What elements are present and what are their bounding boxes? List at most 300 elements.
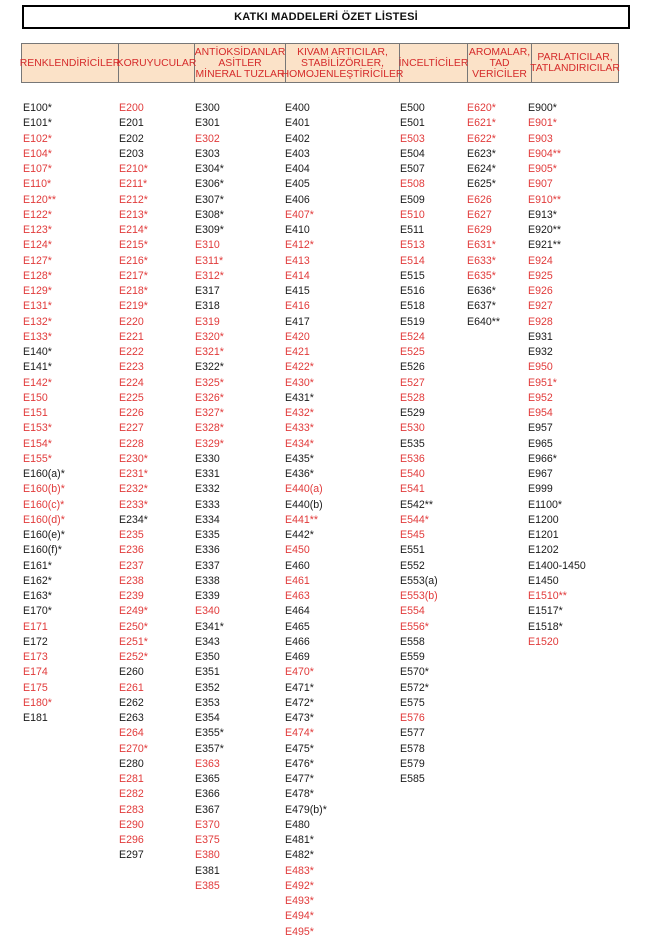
additive-code: E336 <box>195 544 220 557</box>
additive-code: E234* <box>119 513 148 526</box>
additive-code: E627 <box>467 208 492 221</box>
additive-code: E421 <box>285 346 310 358</box>
header-flavors <box>468 44 532 82</box>
additive-code: E262 <box>119 696 144 709</box>
additive-code: E554 <box>400 605 425 618</box>
additive-code: E492* <box>285 879 314 892</box>
additive-code: E551 <box>400 544 425 557</box>
additive-code: E307* <box>195 193 224 206</box>
additive-code: E927 <box>528 300 553 313</box>
header-thickeners <box>281 44 404 82</box>
additive-code: E625* <box>467 178 496 191</box>
additive-code: E504 <box>400 147 425 160</box>
additive-code: E640** <box>467 315 500 328</box>
additive-code: E235 <box>119 529 144 541</box>
additive-code: E280 <box>119 757 144 770</box>
additive-code: E519 <box>400 315 425 328</box>
additive-code: E415 <box>285 285 310 297</box>
additive-code: E249* <box>119 605 148 618</box>
additive-code: E131* <box>23 300 52 313</box>
additive-code: E319 <box>195 315 220 328</box>
additive-code: E312* <box>195 269 224 282</box>
additive-code: E478* <box>285 788 314 801</box>
additive-code: E282 <box>119 788 144 801</box>
additive-code: E511 <box>400 224 424 236</box>
additive-code: E153* <box>23 422 52 435</box>
column-thinners <box>400 101 438 787</box>
additive-code: E252* <box>119 651 148 663</box>
additive-code: E329* <box>195 437 224 450</box>
additive-code: E351 <box>195 666 220 679</box>
additive-code: E290 <box>119 818 144 831</box>
additive-code: E172 <box>23 635 48 648</box>
additive-code: E510 <box>400 208 425 221</box>
header-thinners-text <box>399 58 469 69</box>
additive-code: E343 <box>195 635 220 648</box>
additive-code: E318 <box>195 300 220 313</box>
additive-code: E337 <box>195 559 220 572</box>
additive-code: E436* <box>285 468 314 480</box>
additive-code: E237 <box>119 559 144 572</box>
additive-code: E227 <box>119 422 144 435</box>
column-flavors <box>467 101 500 330</box>
header-line: AROMALAR, <box>468 46 531 58</box>
additive-code: E214* <box>119 224 148 236</box>
additive-code: E629 <box>467 224 492 236</box>
additive-code: E926 <box>528 285 553 297</box>
additive-code: E433* <box>285 422 314 435</box>
category-header-row <box>21 43 619 83</box>
additive-code: E322* <box>195 361 224 374</box>
additive-code: E514 <box>400 254 425 267</box>
additive-code: E575 <box>400 696 425 709</box>
additive-code: E440(b) <box>285 498 323 511</box>
additive-code: E122* <box>23 208 52 221</box>
additive-code: E128* <box>23 269 52 282</box>
header-line: STABİLİZÖRLER, <box>301 57 384 69</box>
additive-code: E101* <box>23 117 52 130</box>
additive-code: E524 <box>400 330 425 343</box>
additive-code: E463 <box>285 590 310 602</box>
additive-code: E541 <box>400 483 425 496</box>
additive-code: E218* <box>119 285 148 297</box>
document-title <box>22 5 630 29</box>
additive-code: E238 <box>119 574 144 587</box>
additive-code: E481* <box>285 834 314 846</box>
additive-code: E202 <box>119 132 144 145</box>
additive-code: E200 <box>119 102 144 114</box>
additive-code: E225 <box>119 391 144 404</box>
additive-code: E967 <box>528 468 553 480</box>
additive-code: E211* <box>119 178 148 191</box>
additive-code: E110* <box>23 178 52 191</box>
additive-code: E999 <box>528 483 553 496</box>
additive-code: E556* <box>400 620 429 633</box>
header-line: ASİTLER <box>218 57 262 69</box>
additive-code: E100* <box>23 102 52 114</box>
additive-code: E1517* <box>528 605 563 618</box>
additive-code: E127* <box>23 254 52 267</box>
additive-code: E230* <box>119 452 148 465</box>
additive-code: E220 <box>119 315 144 328</box>
additive-code: E417 <box>285 315 310 328</box>
additive-code: E236 <box>119 544 144 557</box>
additive-code: E210* <box>119 163 148 175</box>
additive-code: E306* <box>195 178 224 191</box>
header-glazing-sweeteners <box>532 44 618 82</box>
additive-code: E910** <box>528 193 561 206</box>
additive-code: E542** <box>400 498 433 511</box>
column-colorants <box>23 101 65 726</box>
header-glazing-sweeteners-text <box>530 52 620 74</box>
additive-code: E952 <box>528 391 553 404</box>
additive-code: E327* <box>195 407 224 419</box>
header-line: MİNERAL TUZLAR <box>195 68 285 80</box>
additive-code: E132* <box>23 315 52 328</box>
additive-code: E223 <box>119 361 144 374</box>
additive-code: E516 <box>400 285 425 297</box>
additive-code: E434* <box>285 437 314 450</box>
additive-code: E1450 <box>528 574 559 587</box>
additive-code: E217* <box>119 269 148 282</box>
additive-code: E404 <box>285 163 310 175</box>
additive-code: E578 <box>400 742 425 755</box>
additive-code: E1100* <box>528 498 562 511</box>
additive-code: E507 <box>400 163 425 175</box>
additive-code: E905* <box>528 163 557 175</box>
additive-code: E576 <box>400 712 425 724</box>
additive-code: E402 <box>285 132 310 145</box>
additive-code: E363 <box>195 757 220 770</box>
additive-code: E102* <box>23 132 52 145</box>
additive-code: E250* <box>119 620 148 633</box>
additive-code: E545 <box>400 529 425 541</box>
additive-code: E216* <box>119 254 148 267</box>
additive-code: E913* <box>528 208 557 221</box>
additive-code: E635* <box>467 269 496 282</box>
header-line: İNCELTİCİLER <box>398 57 469 69</box>
additive-code: E352 <box>195 681 220 694</box>
additive-code: E175 <box>23 681 48 694</box>
header-thickeners-text <box>282 47 404 80</box>
additive-code: E309* <box>195 224 224 236</box>
additive-code: E473* <box>285 712 314 724</box>
additive-code: E104* <box>23 147 52 160</box>
additive-code: E483* <box>285 864 314 877</box>
additive-code: E931 <box>528 330 553 343</box>
additive-code: E129* <box>23 285 52 297</box>
additive-code: E416 <box>285 300 310 313</box>
additive-code: E1200 <box>528 513 559 526</box>
additive-code: E160(f)* <box>23 544 62 557</box>
additive-code: E353 <box>195 696 220 709</box>
additive-code: E526 <box>400 361 425 374</box>
additive-code: E527 <box>400 376 425 389</box>
additive-code: E251* <box>119 635 148 648</box>
additive-code: E572* <box>400 681 429 694</box>
additive-code: E142* <box>23 376 52 389</box>
additive-code: E406 <box>285 193 310 206</box>
additive-code: E180* <box>23 696 52 709</box>
additive-code: E465 <box>285 620 310 633</box>
title-text: KATKI MADDELERİ ÖZET LİSTESİ <box>234 11 418 23</box>
additive-code: E141* <box>23 361 52 374</box>
additive-code: E432* <box>285 407 314 419</box>
additive-code: E407* <box>285 208 314 221</box>
header-colorants-text <box>20 58 120 69</box>
additive-code: E232* <box>119 483 148 496</box>
additive-code: E231* <box>119 468 148 480</box>
additive-code: E333 <box>195 498 220 511</box>
additive-code: E636* <box>467 285 496 297</box>
additive-code: E260 <box>119 666 144 679</box>
additive-code: E494* <box>285 910 314 923</box>
additive-code: E1201 <box>528 529 559 541</box>
additive-code: E140* <box>23 346 52 358</box>
additive-code: E904** <box>528 147 561 160</box>
additive-code: E120** <box>23 193 56 206</box>
additive-code: E535 <box>400 437 425 450</box>
additive-code: E332 <box>195 483 220 496</box>
additive-code: E228 <box>119 437 144 450</box>
additive-code: E509 <box>400 193 425 206</box>
additive-code: E400 <box>285 102 310 114</box>
additive-code: E464 <box>285 605 310 618</box>
additive-code: E213* <box>119 208 148 221</box>
additive-code: E403 <box>285 147 310 160</box>
additive-code: E219* <box>119 300 148 313</box>
additive-code: E472* <box>285 696 314 709</box>
additive-code: E239 <box>119 590 144 602</box>
additive-code: E513 <box>400 239 425 252</box>
additive-code: E518 <box>400 300 425 313</box>
header-flavors-text <box>469 47 530 80</box>
header-line: TAD <box>489 57 510 69</box>
header-line: VERİCİLER <box>472 68 527 80</box>
additive-code: E621* <box>467 117 496 130</box>
header-line: PARLATICILAR, <box>537 52 613 63</box>
additive-code: E474* <box>285 727 314 740</box>
additive-code: E553(b) <box>400 590 438 602</box>
additive-code: E471* <box>285 681 314 694</box>
additive-code: E480 <box>285 818 310 831</box>
additive-code: E124* <box>23 239 52 252</box>
additive-code: E536 <box>400 452 425 465</box>
additive-code: E160(d)* <box>23 513 65 526</box>
additive-code: E570* <box>400 666 429 679</box>
additive-code: E924 <box>528 254 553 267</box>
header-line: KIVAM ARTICILAR, <box>297 46 388 58</box>
additive-code: E951* <box>528 376 557 389</box>
additive-code: E558 <box>400 635 425 648</box>
additive-code: E920** <box>528 224 561 236</box>
additive-code: E585 <box>400 773 425 785</box>
additive-code: E525 <box>400 346 425 358</box>
additive-code: E296 <box>119 834 144 846</box>
header-line: KORUYUCULAR <box>116 57 197 69</box>
additive-code: E123* <box>23 224 52 236</box>
additive-code: E500 <box>400 102 425 114</box>
additive-code: E270* <box>119 742 148 755</box>
additive-code: E341* <box>195 620 224 633</box>
additive-code: E261 <box>119 681 144 694</box>
additive-code: E160(a)* <box>23 468 65 480</box>
additive-code: E173 <box>23 651 48 663</box>
additive-code: E579 <box>400 757 425 770</box>
additive-code: E264 <box>119 727 144 740</box>
additive-code: E503 <box>400 132 425 145</box>
additive-code: E340 <box>195 605 220 618</box>
header-line: ANTİOKSİDANLAR <box>194 46 286 58</box>
additive-code: E331 <box>195 468 220 480</box>
additive-code: E903 <box>528 132 553 145</box>
header-antioxidants <box>195 44 286 82</box>
additive-code: E334 <box>195 513 220 526</box>
additive-code: E150 <box>23 391 48 404</box>
additive-code: E226 <box>119 407 144 419</box>
additive-code: E308* <box>195 208 224 221</box>
additive-code: E154* <box>23 437 52 450</box>
additive-code: E460 <box>285 559 310 572</box>
additive-code: E410 <box>285 224 310 236</box>
header-line: HOMOJENLEŞTİRİCİLER <box>281 68 404 80</box>
additive-code: E321* <box>195 346 224 358</box>
header-preservatives <box>116 44 197 82</box>
additive-code: E431* <box>285 391 314 404</box>
additive-code: E338 <box>195 574 220 587</box>
additive-code: E626 <box>467 193 492 206</box>
additive-code: E530 <box>400 422 425 435</box>
additive-code: E469 <box>285 651 310 663</box>
additive-code: E224 <box>119 376 144 389</box>
additive-code: E320* <box>195 330 224 343</box>
additive-code: E479(b)* <box>285 803 327 816</box>
additive-code: E928 <box>528 315 553 328</box>
additive-code: E375 <box>195 834 220 846</box>
additive-code: E476* <box>285 757 314 770</box>
additive-code: E281 <box>119 773 144 785</box>
additive-code: E366 <box>195 788 220 801</box>
additive-code: E477* <box>285 773 314 785</box>
additive-code: E163* <box>23 590 52 602</box>
additive-code: E966* <box>528 452 557 465</box>
additive-code: E422* <box>285 361 314 374</box>
additive-code: E170* <box>23 605 52 618</box>
additive-code: E482* <box>285 849 314 862</box>
additive-code: E508 <box>400 178 425 191</box>
additive-code: E577 <box>400 727 425 740</box>
additive-code: E440(a) <box>285 483 323 496</box>
additive-code: E221 <box>119 330 144 343</box>
additive-code: E921** <box>528 239 561 252</box>
column-antioxidants <box>195 101 224 894</box>
additive-code: E335 <box>195 529 220 541</box>
additive-code: E1400-1450 <box>528 559 586 572</box>
additive-code: E155* <box>23 452 52 465</box>
additive-code: E160(b)* <box>23 483 65 496</box>
additive-code: E133* <box>23 330 52 343</box>
column-preservatives <box>119 101 148 864</box>
additive-code: E107* <box>23 163 52 175</box>
additive-code: E631* <box>467 239 496 252</box>
additive-code: E461 <box>285 574 310 587</box>
additive-code: E907 <box>528 178 553 191</box>
additive-code: E401 <box>285 117 310 130</box>
additive-code: E435* <box>285 452 314 465</box>
additive-code: E552 <box>400 559 425 572</box>
column-thickeners <box>285 101 327 940</box>
additive-code: E365 <box>195 773 220 785</box>
additive-code: E493* <box>285 895 314 907</box>
header-line: RENKLENDİRİCİLER <box>19 57 121 69</box>
header-antioxidants-text <box>195 47 286 80</box>
additive-code: E553(a) <box>400 574 438 587</box>
additive-code: E328* <box>195 422 224 435</box>
additive-code: E441** <box>285 513 318 526</box>
additive-code: E370 <box>195 818 220 831</box>
additive-code: E413 <box>285 254 310 267</box>
additive-code: E405 <box>285 178 310 191</box>
additive-code: E181 <box>23 712 48 724</box>
additive-code: E466 <box>285 635 310 648</box>
additive-code: E302 <box>195 132 220 145</box>
additive-code: E283 <box>119 803 144 816</box>
additive-code: E622* <box>467 132 496 145</box>
additive-code: E263 <box>119 712 144 724</box>
additive-code: E380 <box>195 849 220 862</box>
additive-code: E385 <box>195 879 220 892</box>
additive-code: E442* <box>285 529 314 541</box>
additive-code: E151 <box>23 407 48 419</box>
additive-code: E367 <box>195 803 220 816</box>
additive-code: E212* <box>119 193 148 206</box>
additive-code: E529 <box>400 407 425 419</box>
additive-code: E350 <box>195 651 220 663</box>
additive-code: E925 <box>528 269 553 282</box>
additive-code: E301 <box>195 117 220 130</box>
additive-code: E171 <box>23 620 48 633</box>
additive-code: E201 <box>119 117 144 130</box>
additive-code: E160(c)* <box>23 498 65 511</box>
additive-code: E326* <box>195 391 224 404</box>
additive-code: E303 <box>195 147 220 160</box>
header-thinners <box>400 44 468 82</box>
column-glazing-sweeteners <box>528 101 586 650</box>
additive-code: E311* <box>195 254 224 267</box>
additive-code: E1510** <box>528 590 567 602</box>
additive-code: E475* <box>285 742 314 755</box>
additive-code: E381 <box>195 864 220 877</box>
additive-code: E430* <box>285 376 314 389</box>
additive-code: E1518* <box>528 620 563 633</box>
additive-code: E233* <box>119 498 148 511</box>
additive-code: E528 <box>400 391 425 404</box>
additive-code: E501 <box>400 117 425 130</box>
additive-code: E950 <box>528 361 553 374</box>
additive-code: E304* <box>195 163 224 175</box>
additive-code: E1520 <box>528 635 559 648</box>
additive-code: E339 <box>195 590 220 602</box>
additive-code: E354 <box>195 712 220 724</box>
additive-code: E1202 <box>528 544 559 557</box>
additive-code: E624* <box>467 163 496 175</box>
additive-code: E540 <box>400 468 425 480</box>
additive-code: E215* <box>119 239 148 252</box>
additive-code: E623* <box>467 147 496 160</box>
additive-code: E965 <box>528 437 553 450</box>
additive-code: E160(e)* <box>23 529 65 541</box>
additive-code: E544* <box>400 513 429 526</box>
